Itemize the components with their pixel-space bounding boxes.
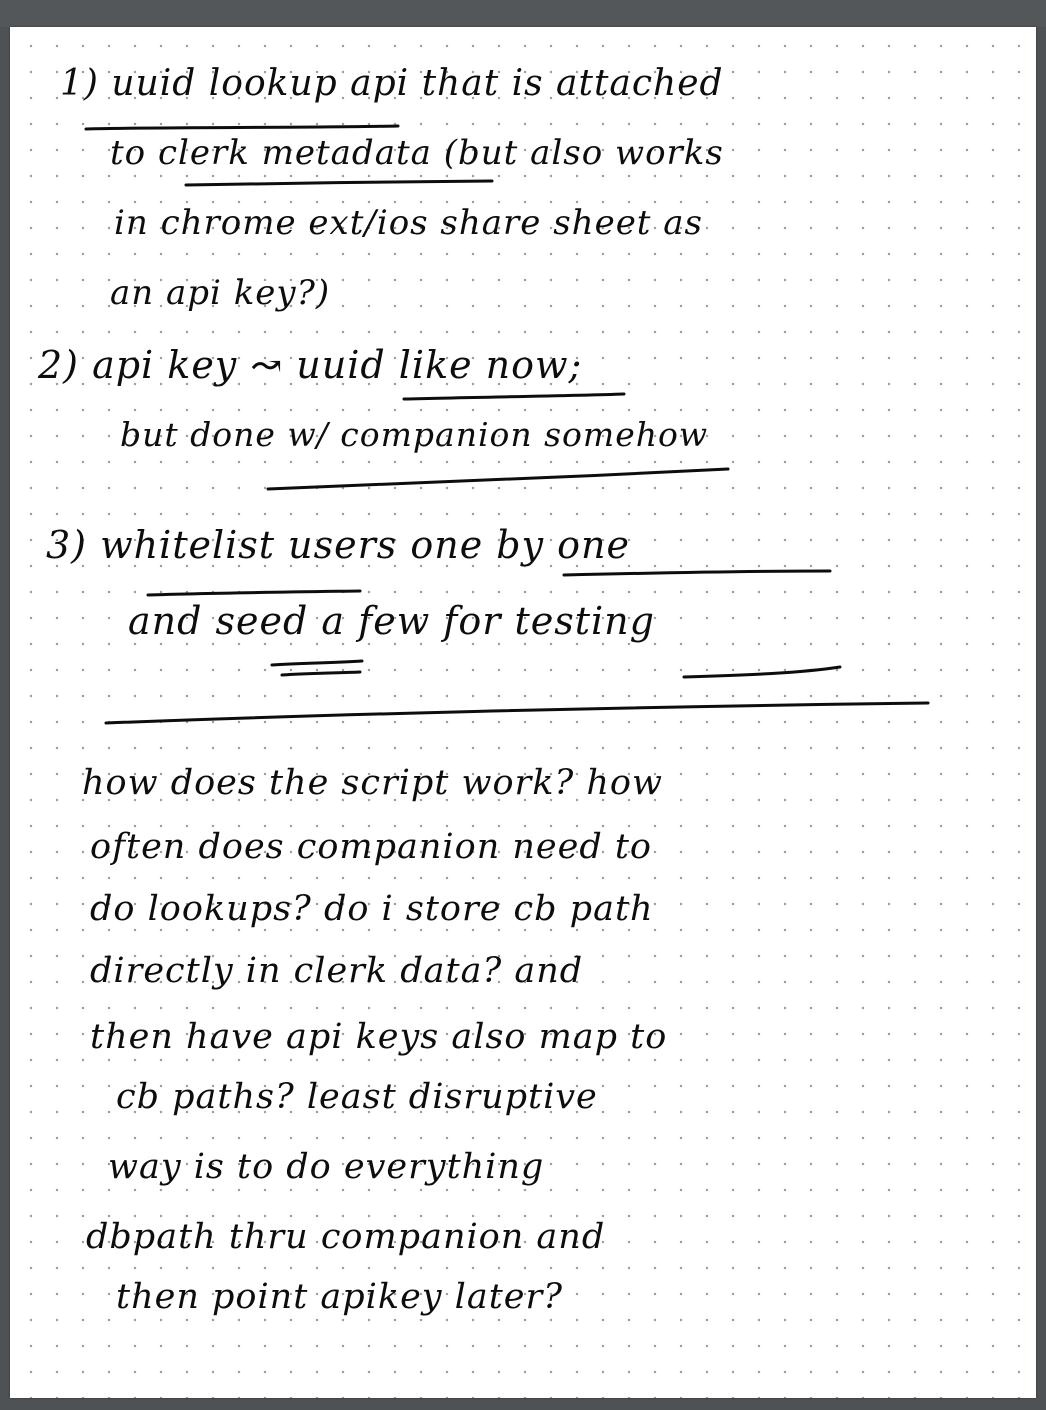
note-item-3-line-2: and seed a few for testing [128,599,655,643]
note-item-1-line-1: 1) uuid lookup api that is attached [60,63,724,104]
note-item-2-line-2: but done w/ companion somehow [120,415,709,454]
underline-uuid [404,394,624,399]
note-item-1-line-4: an api key?) [110,273,331,313]
notebook-page [10,27,1036,1398]
note-item-1-line-2: to clerk metadata (but also works [110,133,724,173]
window-top-bar [0,0,1046,27]
underline-whitelist [148,591,360,595]
question-line-3: do lookups? do i store cb path [90,889,654,929]
question-line-8: dbpath thru companion and [86,1217,606,1257]
question-line-5: then have api keys also map to [90,1017,668,1057]
question-line-4: directly in clerk data? and [90,951,584,991]
underline-seed-2 [282,672,360,675]
question-line-1: how does the script work? how [82,763,663,803]
question-line-7: way is to do everything [108,1147,545,1187]
underline-seed [272,661,362,665]
section-divider [106,703,928,723]
question-line-6: cb paths? least disruptive [116,1077,598,1117]
underline-uuid-lookup [86,126,398,129]
underline-testing [684,667,840,677]
underline-done-companion [268,469,728,489]
question-line-9: then point apikey later? [116,1277,564,1317]
question-line-2: often does companion need to [90,827,652,867]
note-item-2-line-1: 2) api key ↝ uuid like now; [38,343,583,387]
underline-clerk-metadata [186,181,492,185]
note-item-3-line-1: 3) whitelist users one by one [46,523,630,567]
underline-one-by-one [564,571,830,575]
note-item-1-line-3: in chrome ext/ios share sheet as [114,203,703,243]
